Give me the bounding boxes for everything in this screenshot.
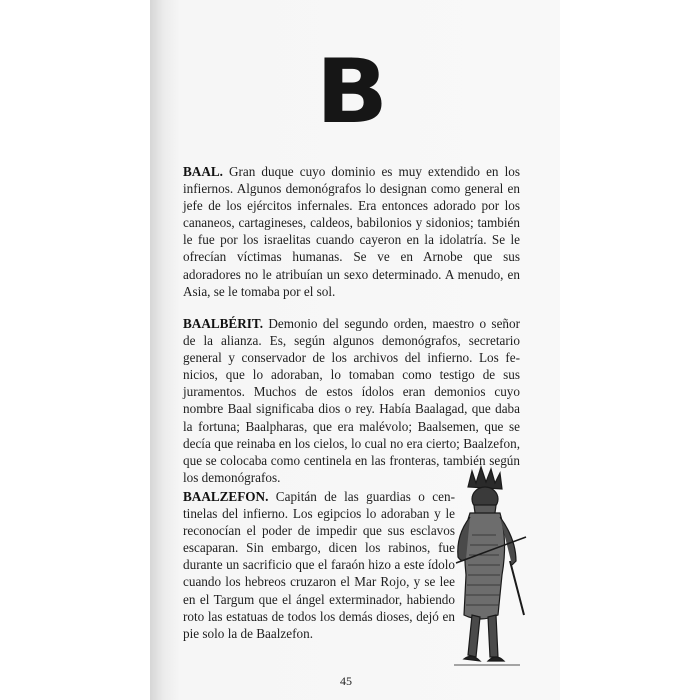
entry-text: Gran duque cuyo dominio es muy extendido en los infiernos. Algunos demonógrafos lo designan como general en jefe de los ejércitos infernales. Era entonces adorado por los cananeos, cartagineses, caldeos, babilonios y sidonios; también le fue por los israelitas cuando cayeron en la idolatría. Se le ofrecían víctimas humanas. Se ve en Arnobe que sus adoradores no le atribuían un sexo determinado. A menudo, en Asia, se le tomaba por el sol.: [183, 164, 520, 299]
idol-illustration: [450, 465, 530, 685]
entry-baalberit: [183, 315, 520, 486]
chapter-letter: B: [315, 40, 389, 143]
entry-term: BAAL.: [183, 164, 223, 179]
entry-text: Demonio del segundo orden, maestro o señor de la alianza. Es, según algunos demonógrafos, secretario general y conservador de los archivos del infierno. Los fenicios, que lo adoraban, lo tomaban como testigo de sus juramentos. Muchos de estos ídolos eran demonios cuyo nombre Baal significaba dios o rey. Había Baalagad, que daba la fortuna; Baalpharas, que era malévolo; Baalsemen, que se decía que reinaba en los cielos, lo cual no era cierto; Baalzefon, que se colocaba como centinela en las fronteras, también según los demonógrafos.: [183, 316, 520, 485]
entry-term: BAALBÉRIT.: [183, 316, 263, 331]
entry-term: BAALZEFON.: [183, 489, 269, 504]
entry-text: Capitán de las guardias o centinelas del infierno. Los egipcios lo adoraban y le reconocían el poder de impedir que sus esclavos escaparan. Sin embargo, dicen los rabinos, fue durante un sacrificio que el faraón hizo a este ídolo cuando los hebreos cruzaron el Mar Rojo, y se lee en el Targum que el ángel exterminador, habiendo roto las estatuas de todos los demás dioses, dejó en pie solo la de Baalzefon.: [183, 489, 455, 641]
page-number: 45: [340, 674, 352, 688]
entry-baal: [183, 163, 520, 300]
entry-baalzefon: [183, 488, 455, 642]
